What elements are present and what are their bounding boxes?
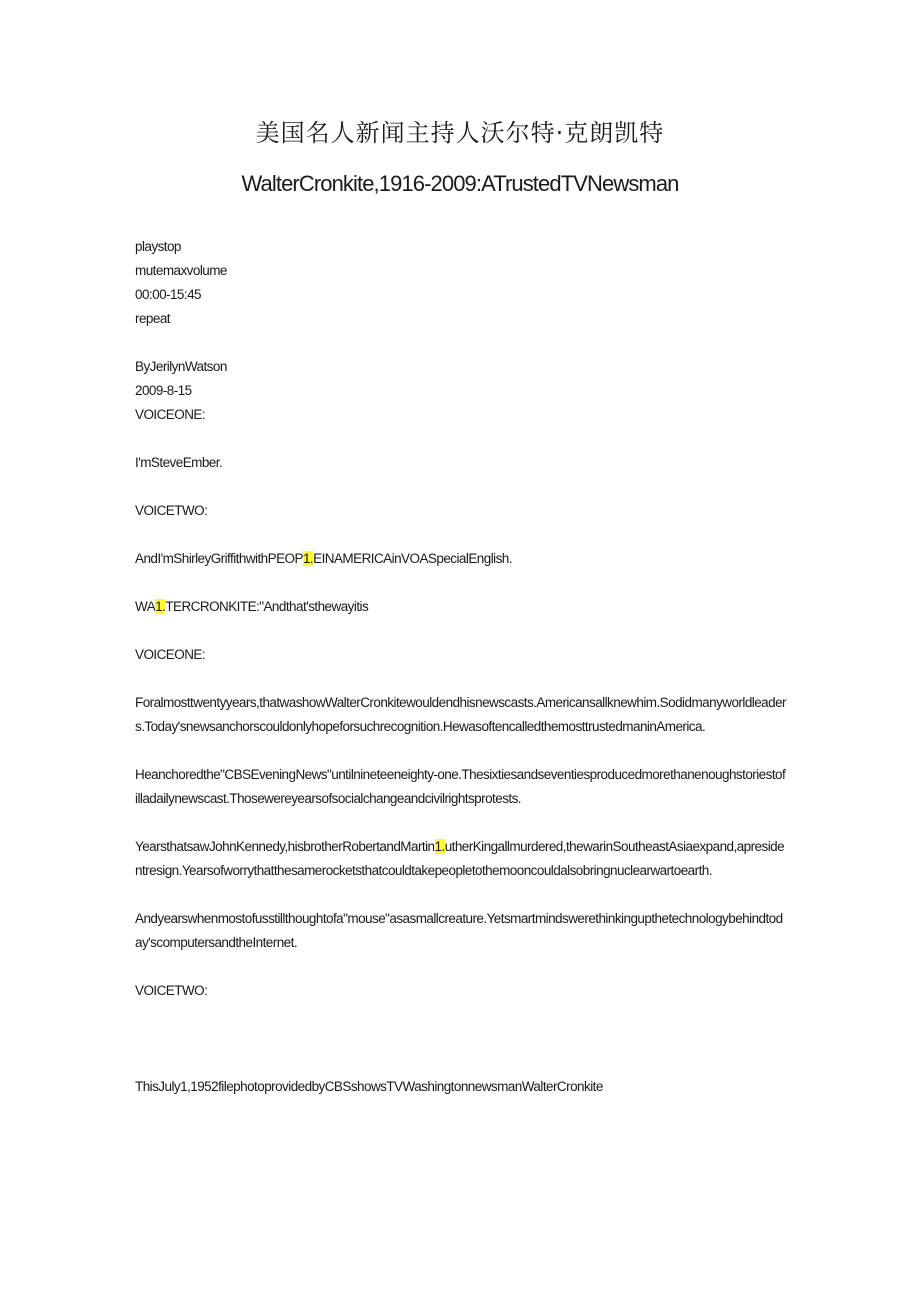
paragraph: Andyearswhenmostofusstillthoughtofa"mouse"asasmallcreature.Yetsmartmindswerethinkingupthetechnologybehindtoday'scomputersandtheInternet. (135, 911, 783, 950)
highlight-mark: 1. (302, 551, 314, 566)
speaker-label: VOICEONE: (135, 407, 206, 422)
speaker-label: VOICEONE: (135, 647, 206, 662)
player-mute-volume[interactable]: mutemaxvolume (135, 263, 227, 278)
highlight-mark: 1. (155, 599, 166, 614)
dialogue-line: I'mSteveEmber. (135, 455, 223, 470)
chinese-title: 美国名人新闻主持人沃尔特·克朗凯特 (255, 119, 665, 147)
player-time: 00:00-15:45 (135, 287, 202, 302)
byline-author: ByJerilynWatson (135, 359, 227, 374)
paragraph: YearsthatsawJohnKennedy,hisbrotherRobertandMartin1.utherKingallmurdered,thewarinSoutheastAsiaexpand,apresidentresign.Yearsofworrythatthesamerocketsthatcouldtakepeopletothemooncouldalsobringnuclearwartoearth. (135, 839, 785, 878)
highlight-mark: 1. (434, 839, 445, 854)
dialogue-line: WA1.TERCRONKITE:"Andthat'sthewayitis (135, 599, 369, 614)
speaker-label: VOICETWO: (135, 983, 208, 998)
paragraph: Foralmosttwentyyears,thatwashowWalterCronkitewouldendhisnewscasts.Americansallknewhim.Sodidmanyworldleaders.Today'snewsanchorscouldonlyhopeforsuchrecognition.HewasoftencalledthemosttrustedmaninAmerica. (135, 695, 787, 734)
photo-caption: ThisJuly1,1952filephotoprovidedbyCBSshowsTVWashingtonnewsmanWalterCronkite (135, 1079, 603, 1094)
article-body (135, 235, 787, 1099)
paragraph: Heanchoredthe"CBSEveningNews"untilnineteeneighty-one.Thesixtiesandseventiesproducedmorethanenoughstoriestofilladailynewscast.Thosewereyearsofsocialchangeandcivilrightsprotests. (135, 767, 786, 806)
english-title: WalterCronkite,1916-2009:ATrustedTVNewsman (241, 171, 679, 196)
speaker-label: VOICETWO: (135, 503, 208, 518)
player-repeat[interactable]: repeat (135, 311, 170, 326)
byline-date: 2009-8-15 (135, 383, 192, 398)
player-play-stop[interactable]: playstop (135, 239, 181, 254)
dialogue-line: AndI'mShirleyGriffithwithPEOP1.EINAMERICAinVOASpecialEnglish. (135, 551, 512, 566)
